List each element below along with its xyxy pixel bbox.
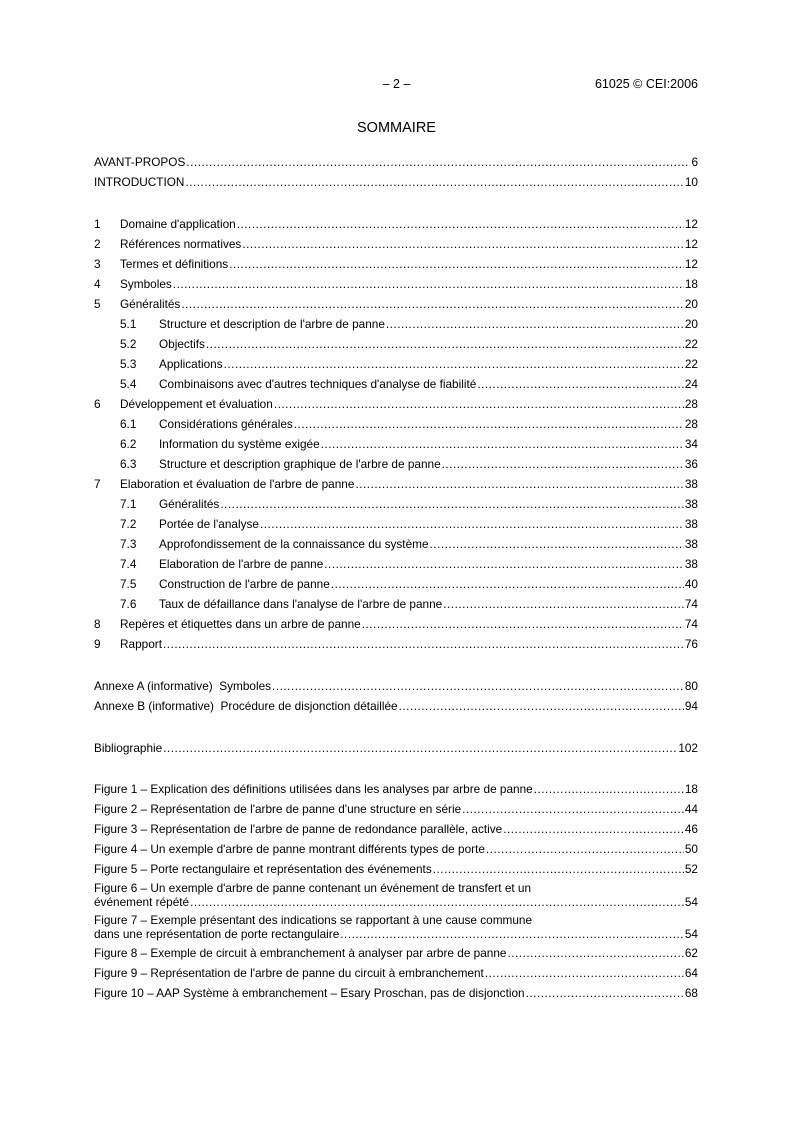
toc-entry-label: Approfondissement de la connaissance du système (159, 537, 429, 551)
toc-entry-number: 6 (94, 397, 101, 411)
toc-entry-7-5[interactable] (94, 574, 698, 594)
toc-entry-5-4[interactable] (94, 374, 698, 394)
toc-entry-label: Figure 1 – Explication des définitions utilisées dans les analyses par arbre de panne (94, 782, 533, 796)
toc-entry-number: 1 (94, 217, 101, 231)
dot-leader (206, 334, 684, 354)
dot-leader (443, 594, 684, 614)
toc-entry-introduction[interactable] (94, 172, 698, 192)
dot-leader (237, 214, 684, 234)
toc-entry-number: 5.3 (120, 357, 137, 371)
toc-entry-page: 12 (684, 237, 698, 251)
dot-leader (224, 354, 684, 374)
dot-leader (362, 614, 684, 634)
toc-entry-number: 4 (94, 277, 101, 291)
toc-entry-label: INTRODUCTION (94, 175, 185, 189)
table-of-contents (94, 152, 698, 1003)
toc-entry-page: 38 (684, 537, 698, 551)
toc-entry-page: 24 (684, 377, 698, 391)
toc-entry-annexe-a[interactable] (94, 676, 698, 696)
toc-entry-number: 7.4 (120, 557, 137, 571)
dot-leader (272, 676, 684, 696)
dot-leader (485, 963, 684, 983)
toc-entry-page: 54 (684, 895, 698, 909)
toc-entry-page: 44 (684, 802, 698, 816)
toc-entry-7[interactable] (94, 474, 698, 494)
toc-entry-number: 8 (94, 617, 101, 631)
toc-entry-page: 80 (684, 679, 698, 693)
toc-entry-label: Domaine d'application (120, 217, 236, 231)
toc-entry-page: 22 (684, 337, 698, 351)
dot-leader (526, 983, 684, 1003)
dot-leader (503, 819, 684, 839)
toc-entry-number: 6.2 (120, 437, 137, 451)
dot-leader (242, 234, 684, 254)
dot-leader (399, 696, 684, 716)
toc-entry-1[interactable] (94, 214, 698, 234)
toc-entry-page: 64 (684, 966, 698, 980)
toc-entry-annexe-b[interactable] (94, 696, 698, 716)
toc-title: SOMMAIRE (357, 120, 436, 136)
page-number: – 2 – (382, 77, 411, 91)
toc-entry-label: Termes et définitions (120, 257, 229, 271)
toc-entry-label: Elaboration de l'arbre de panne (159, 557, 324, 571)
toc-entry-label: Information du système exigée (159, 437, 320, 451)
dot-leader (294, 414, 684, 434)
dot-leader (433, 859, 684, 879)
toc-entry-7-6[interactable] (94, 594, 698, 614)
toc-entry-page: 18 (684, 277, 698, 291)
toc-entry-label: Figure 4 – Un exemple d'arbre de panne montrant différents types de porte (94, 842, 485, 856)
toc-entry-label: Généralités (120, 297, 181, 311)
toc-entry-7-1[interactable] (94, 494, 698, 514)
toc-entry-9[interactable] (94, 634, 698, 654)
toc-entry-6-3[interactable] (94, 454, 698, 474)
toc-entry-page: 20 (684, 297, 698, 311)
dot-leader (486, 839, 684, 859)
toc-entry-label: Symboles (120, 277, 172, 291)
toc-entry-4[interactable] (94, 274, 698, 294)
dot-leader (507, 943, 683, 963)
toc-entry-page: 76 (684, 637, 698, 651)
toc-entry-page: 34 (684, 437, 698, 451)
toc-entry-7-2[interactable] (94, 514, 698, 534)
toc-entry-5-2[interactable] (94, 334, 698, 354)
toc-entry-5[interactable] (94, 294, 698, 314)
dot-leader (185, 172, 683, 192)
toc-entry-page: 20 (684, 317, 698, 331)
toc-entry-page: 40 (684, 577, 698, 591)
dot-leader (442, 454, 684, 474)
toc-figure-entry[interactable] (94, 983, 698, 1003)
toc-entry-label: Considérations générales (159, 417, 293, 431)
toc-entry-label: Développement et évaluation (120, 397, 273, 411)
toc-entry-number: 3 (94, 257, 101, 271)
dot-leader (462, 799, 684, 819)
dot-leader (260, 514, 684, 534)
toc-entry-label: Figure 5 – Porte rectangulaire et représentation des événements (94, 862, 432, 876)
toc-entry-label: Construction de l'arbre de panne (159, 577, 330, 591)
toc-figure-entry[interactable] (94, 779, 698, 799)
toc-entry-label: Références normatives (120, 237, 242, 251)
toc-figures (94, 779, 698, 1003)
toc-entry-number: 2 (94, 237, 101, 251)
toc-entry-number: 7.5 (120, 577, 137, 591)
toc-entry-page: 68 (684, 986, 698, 1000)
toc-entry-page: 12 (684, 217, 698, 231)
toc-entry-page: 38 (684, 557, 698, 571)
dot-leader (163, 634, 684, 654)
toc-entry-page: 94 (684, 699, 698, 713)
toc-entry-number: 5.1 (120, 317, 137, 331)
toc-entry-number: 5.2 (120, 337, 137, 351)
document-reference: 61025 © CEI:2006 (594, 77, 698, 91)
toc-figure-entry[interactable] (94, 911, 698, 943)
dot-leader (181, 294, 684, 314)
toc-entry-page: 38 (684, 517, 698, 531)
toc-entry-number: 6.3 (120, 457, 137, 471)
dot-leader (274, 394, 684, 414)
toc-entry-5-3[interactable] (94, 354, 698, 374)
dot-leader (220, 494, 684, 514)
toc-figure-entry[interactable] (94, 943, 698, 963)
toc-entry-label: Figure 3 – Représentation de l'arbre de panne de redondance parallèle, active (94, 822, 503, 836)
toc-entry-number: 6.1 (120, 417, 137, 431)
dot-leader (186, 152, 690, 172)
toc-entry-page: 12 (684, 257, 698, 271)
dot-leader (430, 534, 684, 554)
toc-entry-page: 22 (684, 357, 698, 371)
toc-entry-page: 50 (684, 842, 698, 856)
toc-figure-entry[interactable] (94, 799, 698, 819)
dot-leader (355, 474, 683, 494)
toc-entry-3[interactable] (94, 254, 698, 274)
toc-entry-label: Combinaisons avec d'autres techniques d'analyse de fiabilité (159, 377, 477, 391)
toc-entry-label: Figure 8 – Exemple de circuit à embranchement à analyser par arbre de panne (94, 946, 507, 960)
toc-entry-page: 10 (684, 175, 698, 189)
toc-entry-label: Applications (159, 357, 223, 371)
toc-entry-page: 36 (684, 457, 698, 471)
toc-figure-entry[interactable] (94, 879, 698, 911)
toc-entry-label-line1: Figure 7 – Exemple présentant des indications se rapportant à une cause commune (94, 913, 533, 927)
toc-entry-6[interactable] (94, 394, 698, 414)
dot-leader (534, 779, 684, 799)
toc-entry-number: 9 (94, 637, 101, 651)
toc-entry-label: Figure 9 – Représentation de l'arbre de panne du circuit à embranchement (94, 966, 484, 980)
toc-entry-page: 74 (684, 597, 698, 611)
toc-entry-number: 7.2 (120, 517, 137, 531)
toc-entry-label: Structure et description de l'arbre de panne (159, 317, 385, 331)
dot-leader (321, 434, 684, 454)
toc-entry-label: Repères et étiquettes dans un arbre de panne (120, 617, 361, 631)
dot-leader (386, 314, 684, 334)
toc-entry-label: AVANT-PROPOS (94, 155, 186, 169)
toc-entry-page: 28 (684, 417, 698, 431)
toc-entry-page: 38 (684, 497, 698, 511)
toc-entry-label: Figure 2 – Représentation de l'arbre de panne d'une structure en série (94, 802, 462, 816)
toc-entry-label: Généralités (159, 497, 220, 511)
toc-figure-entry[interactable] (94, 859, 698, 879)
dot-leader (331, 574, 684, 594)
toc-entry-label: Bibliographie (94, 741, 163, 755)
toc-entry-number: 7.1 (120, 497, 137, 511)
toc-entry-page: 54 (684, 927, 698, 941)
toc-entry-7-4[interactable] (94, 554, 698, 574)
toc-entry-page: 46 (684, 822, 698, 836)
toc-entry-number: 7.6 (120, 597, 137, 611)
dot-leader (163, 738, 677, 758)
toc-entry-5-1[interactable] (94, 314, 698, 334)
dot-leader (173, 274, 684, 294)
toc-entry-number: 7 (94, 477, 101, 491)
dot-leader (477, 374, 684, 394)
toc-entry-8[interactable] (94, 614, 698, 634)
toc-entry-label: Elaboration et évaluation de l'arbre de panne (120, 477, 355, 491)
toc-entry-label: Portée de l'analyse (159, 517, 259, 531)
toc-entry-label: Objectifs (159, 337, 205, 351)
dot-leader (229, 254, 684, 274)
toc-entry-label: Annexe A (informative) Symboles (94, 679, 272, 693)
toc-entry-2[interactable] (94, 234, 698, 254)
toc-entry-page: 18 (684, 782, 698, 796)
toc-entry-page: 6 (691, 155, 698, 169)
toc-entry-page: 74 (684, 617, 698, 631)
toc-entry-label: Structure et description graphique de l'arbre de panne (159, 457, 441, 471)
dot-leader (324, 554, 684, 574)
toc-entry-label: Taux de défaillance dans l'analyse de l'arbre de panne (159, 597, 443, 611)
toc-entry-label: Rapport (120, 637, 162, 651)
toc-figure-entry[interactable] (94, 963, 698, 983)
toc-entry-label: dans une représentation de porte rectangulaire (94, 927, 340, 941)
dot-leader (340, 926, 684, 943)
dot-leader (190, 894, 684, 911)
toc-entry-label: événement répété (94, 895, 190, 909)
toc-entry-avant-propos[interactable] (94, 152, 698, 172)
toc-entry-page: 28 (684, 397, 698, 411)
toc-entry-number: 5.4 (120, 377, 137, 391)
toc-sections (94, 214, 698, 654)
toc-figure-entry[interactable] (94, 819, 698, 839)
toc-entry-6-2[interactable] (94, 434, 698, 454)
toc-entry-6-1[interactable] (94, 414, 698, 434)
toc-entry-label: Annexe B (informative) Procédure de disjonction détaillée (94, 699, 398, 713)
toc-entry-label: Figure 10 – AAP Système à embranchement – Esary Proschan, pas de disjonction (94, 986, 525, 1000)
toc-entry-page: 52 (684, 862, 698, 876)
toc-entry-bibliographie[interactable] (94, 738, 698, 758)
toc-entry-number: 5 (94, 297, 101, 311)
toc-entry-label-line1: Figure 6 – Un exemple d'arbre de panne contenant un événement de transfert et un (94, 881, 532, 895)
toc-entry-7-3[interactable] (94, 534, 698, 554)
toc-entry-page: 102 (678, 741, 698, 755)
toc-entry-number: 7.3 (120, 537, 137, 551)
toc-entry-page: 38 (684, 477, 698, 491)
toc-entry-page: 62 (684, 946, 698, 960)
toc-figure-entry[interactable] (94, 839, 698, 859)
